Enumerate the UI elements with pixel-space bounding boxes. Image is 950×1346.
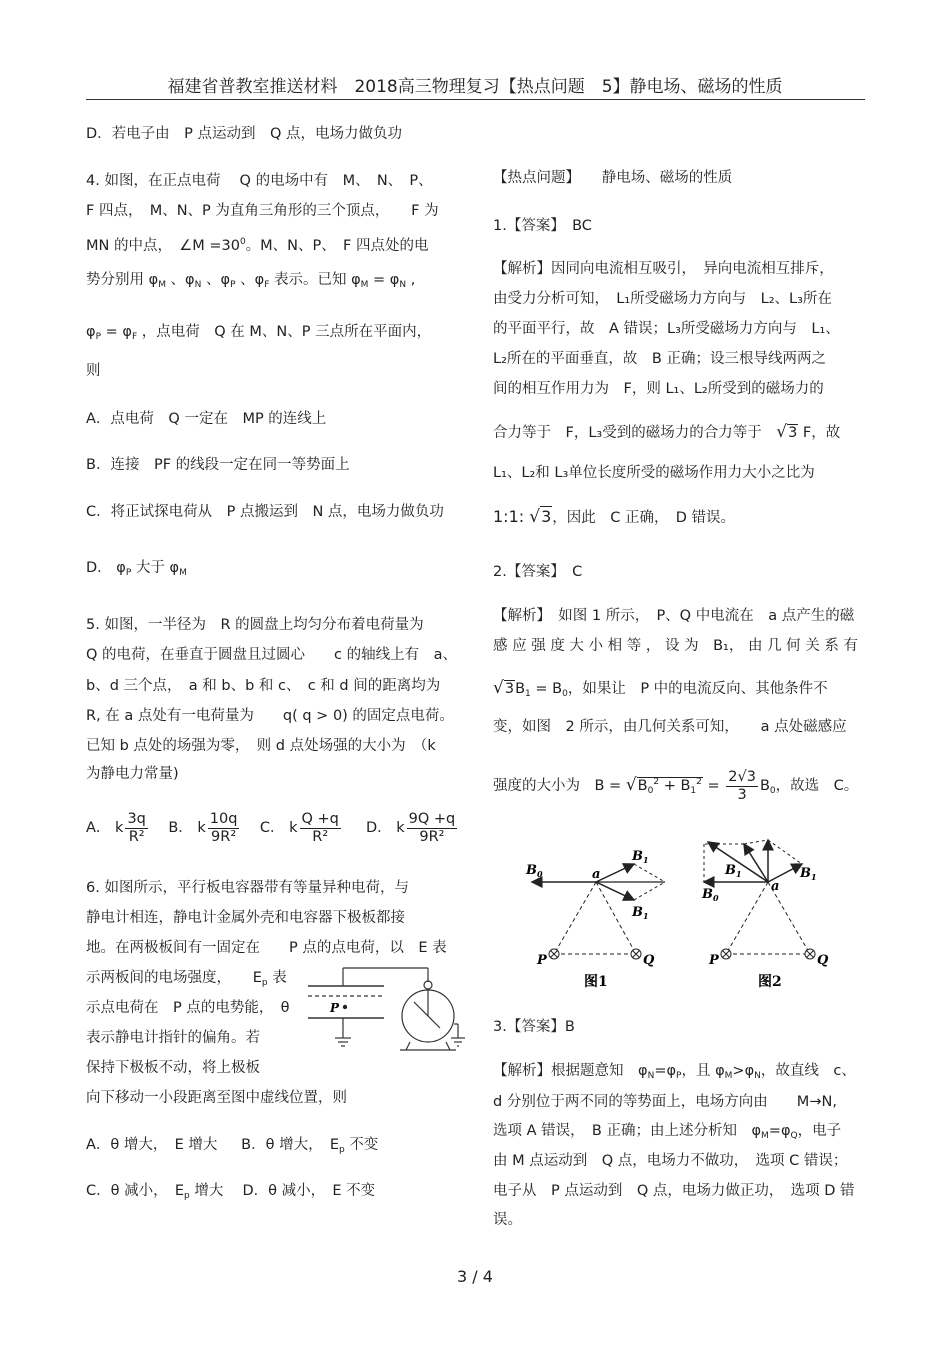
header-rule xyxy=(86,99,865,100)
q6-line-8: 向下移动一小段距离至图中虚线位置，则 xyxy=(86,1090,347,1106)
fig2-dashed-4 xyxy=(768,840,802,864)
explain-3-line-1: 【解析】根据题意知 $\varphi_N=\varphi_P$，且 $\varphi_M>\varphi_N$，故直线 c、 xyxy=(493,1063,856,1081)
fig1-dashed-2 xyxy=(634,882,665,900)
fig2-line-ap xyxy=(726,882,768,954)
q5-line-6: 为静电力常量) xyxy=(86,766,179,782)
fig2-label-p: P xyxy=(709,953,719,968)
explain-1-line-8: 1:1: √3，因此 C 正确， D 错误。 xyxy=(493,507,736,527)
fig1-line-aq xyxy=(596,882,636,954)
q4-line-6: 则 xyxy=(86,363,101,379)
fig2-label-a: a xyxy=(771,879,780,894)
q6-line-6: 表示静电计指针的偏角。若 xyxy=(86,1030,260,1046)
explain-2-line-5: 强度的大小为 $B = √B_0^2 + B_1^2$ = $\frac{2√3}{3}$ $B_0$，故选 C。 xyxy=(493,768,859,803)
explain-1-line-5: 间的相互作用力为 F，则 L₁、L₂所受到的磁场力的 xyxy=(493,381,824,397)
label-p: P xyxy=(330,1001,340,1015)
explain-2-line-1: 【解析】 如图 1 所示， P、Q 中电流在 a 点产生的磁 xyxy=(493,608,855,624)
q6-line-4: 示两板间的电场强度， $E_p$ 表 xyxy=(86,970,287,988)
fig1-line-ap xyxy=(554,882,596,954)
page-header: 福建省普教室推送材料 2018高三物理复习【热点问题 5】静电场、磁场的性质 xyxy=(167,77,783,97)
fig1-label-b1-lower: $B_1$ xyxy=(632,905,649,921)
fig1-b1-lower-arrow xyxy=(596,882,634,900)
q6-line-2: 静电计相连，静电计金属外壳和电容器下极板都接 xyxy=(86,910,405,926)
explain-3-line-5: 电子从 P 点运动到 Q 点，电场力做正功， 选项 D 错 xyxy=(493,1183,855,1199)
fig2-caption: 图2 xyxy=(758,974,782,990)
explain-3-line-6: 误。 xyxy=(493,1212,522,1228)
explain-3-line-4: 由 M 点运动到 Q 点，电场力不做功， 选项 C 错误； xyxy=(493,1153,848,1169)
page-number: 3 / 4 xyxy=(457,1267,493,1286)
q6-line-5: 示点电荷在 P 点的电势能， θ xyxy=(86,1000,290,1016)
fig2-label-b0: $B_0$ xyxy=(702,887,719,903)
q3-option-d: D．若电子由 P 点运动到 Q 点，电场力做负功 xyxy=(86,126,403,142)
fig1-caption: 图1 xyxy=(584,974,608,990)
point-charge-p xyxy=(343,1005,347,1009)
explain-3-line-2: d 分别位于两不同的等势面上，电场方向由 M→N, xyxy=(493,1094,837,1110)
fig1-label-a: a xyxy=(592,867,601,882)
fig1-label-p: P xyxy=(537,953,547,968)
q6-options-ab: A．θ 增大， E 增大 B．θ 增大， $E_p$ 不变 xyxy=(86,1137,379,1155)
q5-line-1: 5. 如图，一半径为 R 的圆盘上均匀分布着电荷量为 xyxy=(86,617,424,633)
q4-option-c: C．将正试探电荷从 P 点搬运到 N 点，电场力做负功 xyxy=(86,504,444,520)
explain-1-line-4: L₂所在的平面垂直，故 B 正确；设三根导线两两之 xyxy=(493,351,826,367)
answer-2: 2.【答案】 C xyxy=(493,564,583,580)
figure-1 xyxy=(525,849,665,990)
q5-options: A． k $\frac{3q}{\text{R²}}$ B． k $\frac{10q}{\text{9R²}}$ C． k $\frac{Q +q}{\text{R²}}$ D． k $\frac{9Q +q}{\text{9R²}}$ xyxy=(86,810,456,845)
q5-line-5: 已知 b 点处的场强为零， 则 d 点处场强的大小为 （k xyxy=(86,738,436,754)
explain-1-line-6: 合力等于 F，L₃受到的磁场力的合力等于 √3 F，故 xyxy=(493,422,841,442)
fig1-dashed-1 xyxy=(634,864,665,882)
explain-1-line-7: L₁、L₂和 L₃单位长度所受的磁场作用力大小之比为 xyxy=(493,465,815,481)
fig2-label-b1-right: $B_1$ xyxy=(800,866,817,882)
explain-2-line-2: 感 应 强 度 大 小 相 等 ， 设 为 B₁， 由 几 何 关 系 有 xyxy=(493,638,859,654)
q4-line-3: MN 的中点， ∠M $=30^0$。M、N、P、 F 四点处的电 xyxy=(86,237,429,254)
q6-line-1: 6. 如图所示，平行板电容器带有等量异种电荷，与 xyxy=(86,880,409,896)
explain-1-line-3: 的平面平行，故 A 错误；L₃所受磁场力方向与 L₁、 xyxy=(493,321,840,337)
fig1-label-b0: $B_0$ xyxy=(526,863,543,879)
q5-line-3: b、d 三个点， a 和 b、b 和 c、 c 和 d 间的距离均为 xyxy=(86,678,441,694)
answer-1: 1.【答案】 BC xyxy=(493,218,592,234)
electrometer-needle xyxy=(414,1002,440,1028)
q6-line-7: 保持下极板不动，将上极板 xyxy=(86,1060,260,1076)
answer-3: 3.【答案】B xyxy=(493,1019,575,1035)
q4-option-a: A．点电荷 Q 一定在 MP 的连线上 xyxy=(86,411,327,427)
q6-options-cd: C．θ 减小， $E_p$ 增大 D．θ 减小， E 不变 xyxy=(86,1183,376,1201)
q4-line-4: 势分别用 $\varphi_M$ 、$\varphi_N$ 、$\varphi_P$ 、$\varphi_F$ 表示。已知 $\varphi_M = \varphi_N$ , xyxy=(86,272,416,290)
explain-1-line-2: 由受力分析可知， L₁所受磁场力方向与 L₂、L₃所在 xyxy=(493,291,832,307)
capacitor-electrometer-figure xyxy=(300,962,470,1058)
q4-option-b: B．连接 PF 的线段一定在同一等势面上 xyxy=(86,457,350,473)
explain-1-line-1: 【解析】因同向电流相互吸引， 异向电流相互排斥， xyxy=(493,261,834,277)
q5-line-4: R, 在 a 点处有一电荷量为 q( q > 0) 的固定点电荷。 xyxy=(86,708,454,724)
fig2-dashed-3 xyxy=(744,840,768,844)
fig2-b1-left-arrow xyxy=(744,844,768,882)
fig2-label-q: Q xyxy=(817,953,829,968)
q4-line-5: $\varphi_P = \varphi_F$ ，点电荷 Q 在 M、N、P 三点所在平面内， xyxy=(86,324,432,342)
figure-2 xyxy=(701,840,829,990)
q5-line-2: Q 的电荷，在垂直于圆盘且过圆心 c 的轴线上有 a、 xyxy=(86,647,457,663)
explain-3-line-3: 选项 A 错误， B 正确；由上述分析知 $\varphi_M=\varphi_Q$，电子 xyxy=(493,1123,842,1141)
fig2-label-b1-left: $B_1$ xyxy=(725,863,742,879)
electrometer-knob xyxy=(424,981,432,989)
electrometer-leg-left xyxy=(406,1042,410,1050)
electrometer-leg-right xyxy=(446,1042,450,1050)
fig1-label-q: Q xyxy=(643,953,655,968)
section-title: 【热点问题】 静电场、磁场的性质 xyxy=(493,170,733,186)
fig1-label-b1-upper: $B_1$ xyxy=(632,849,649,865)
q4-option-d: D． $\varphi_P$ 大于 $\varphi_M$ xyxy=(86,560,187,578)
q4-line-1: 4. 如图，在正点电荷 Q 的电场中有 M、 N、 P、 xyxy=(86,173,433,189)
q4-line-2: F 四点， M、N、P 为直角三角形的三个顶点， F 为 xyxy=(86,203,439,219)
q6-line-3: 地。在两极板间有一固定在 P 点的点电荷，以 E 表 xyxy=(86,940,447,956)
explain-2-line-4: 变，如图 2 所示，由几何关系可知， a 点处磁感应 xyxy=(493,719,847,735)
fig1-b1-upper-arrow xyxy=(596,864,634,882)
explain-2-line-3: $√3B_1 = B_0$，如果让 P 中的电流反向、其他条件不 xyxy=(493,678,828,699)
magnetic-field-figures xyxy=(522,832,847,992)
